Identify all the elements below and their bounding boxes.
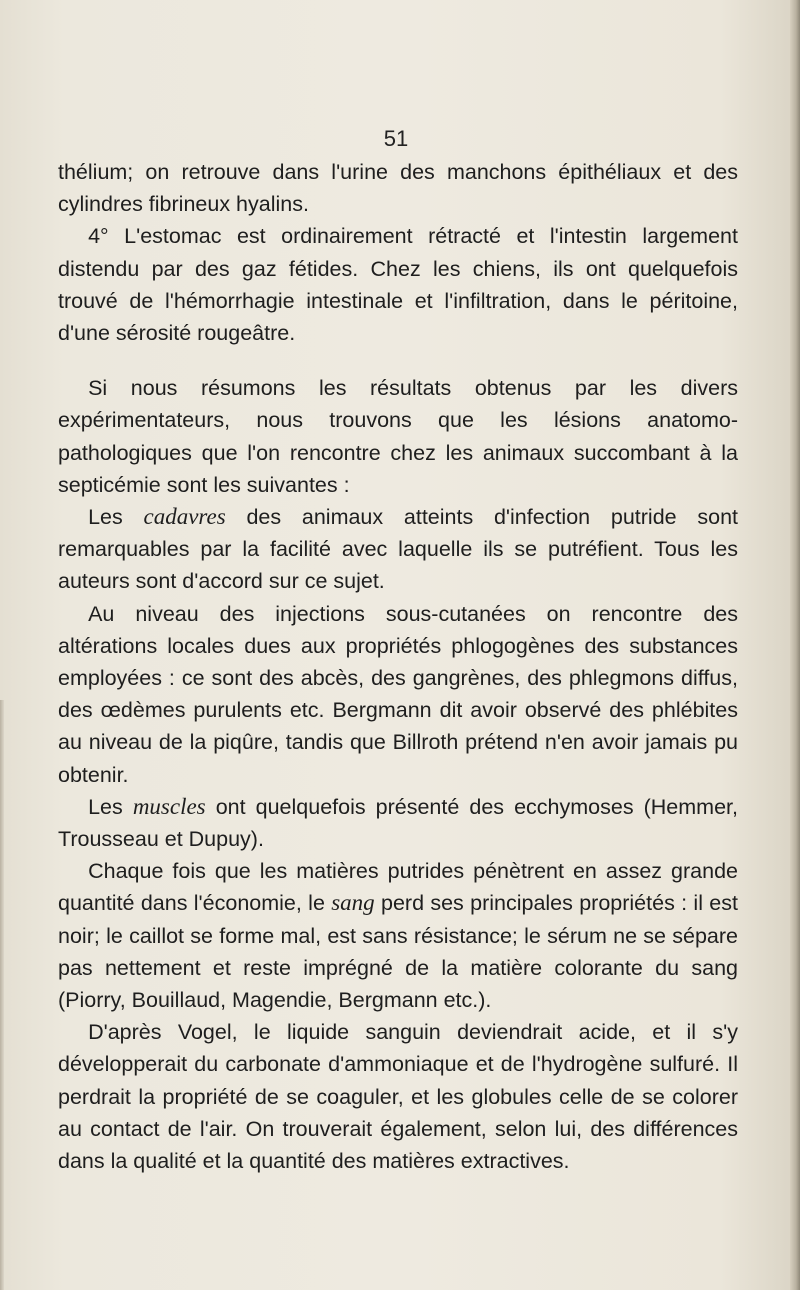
paragraph-p4	[58, 501, 738, 598]
paragraph-p6	[58, 791, 738, 855]
paragraph-p8	[58, 1016, 738, 1177]
page-left-edge	[0, 700, 4, 1290]
text-segment: ont quelquefois présenté des ecchymoses (Hemmer, Trousseau et Dupuy).	[58, 794, 738, 852]
text-segment: des animaux atteints d'infection putride sont remarquables par la facilité avec laquelle ils se putréfient. Tous les auteurs sont d'accord sur ce sujet.	[58, 505, 738, 594]
text-segment: thélium; on retrouve dans l'urine des manchons épithéliaux et des cylindres fibrineux hyalins.	[58, 160, 738, 217]
paragraph-gap	[58, 349, 738, 372]
page-right-edge	[790, 0, 800, 1290]
italic-term: sang	[331, 890, 375, 916]
paragraph-p3	[58, 372, 738, 501]
italic-term: cadavres	[143, 504, 226, 530]
page-number	[0, 126, 800, 152]
body-text	[58, 156, 738, 1177]
paragraph-p2	[58, 220, 738, 349]
paragraph-p7	[58, 855, 738, 1016]
text-segment: D'après Vogel, le liquide sanguin deviendrait acide, et il s'y développerait du carbonate d'ammoniaque et de l'hydrogène sulfuré. Il perdrait la propriété de se coaguler, et les globules celle de se colorer au contact de l'air. On trouverait également, selon lui, des différences dans la qualité et la quantité des matières extractives.	[58, 1020, 738, 1174]
italic-term: muscles	[132, 793, 206, 819]
text-segment: Les	[88, 505, 144, 530]
paragraph-p5	[58, 598, 738, 791]
text-segment: Au niveau des injections sous-cutanées on rencontre des altérations locales dues aux propriétés phlogogènes des substances employées : ce sont des abcès, des gangrènes, des phlegmons diffus, des œdèmes purulents etc. Bergmann dit avoir observé des phlébites au niveau de la piqûre, tandis que Billroth prétend n'en avoir jamais pu obtenir.	[58, 601, 738, 787]
paragraph-p1	[58, 156, 738, 220]
text-segment: perd ses principales propriétés : il est noir; le caillot se forme mal, est sans résistance; le sérum ne se sépare pas nettement et reste imprégné de la matière colorante du sang (Piorry, Bouillaud, Magendie, Bergmann etc.).	[58, 891, 738, 1013]
text-segment: Si nous résumons les résultats obtenus par les divers expérimentateurs, nous trouvons que les lésions anatomo-pathologiques que l'on rencontre chez les animaux succombant à la septicémie sont les suivantes :	[58, 376, 738, 497]
text-segment: Chaque fois que les matières putrides pénètrent en assez grande quantité dans l'économie, le	[58, 859, 738, 916]
text-segment: 4° L'estomac est ordinairement rétracté et l'intestin largement distendu par des gaz fétides. Chez les chiens, ils ont quelquefois trouvé de l'hémorrhagie intestinale et l'infiltration, dans le péritoine, d'une sérosité rougeâtre.	[58, 224, 738, 346]
text-segment: Les	[88, 794, 133, 819]
page-number-text: 51	[383, 126, 409, 151]
